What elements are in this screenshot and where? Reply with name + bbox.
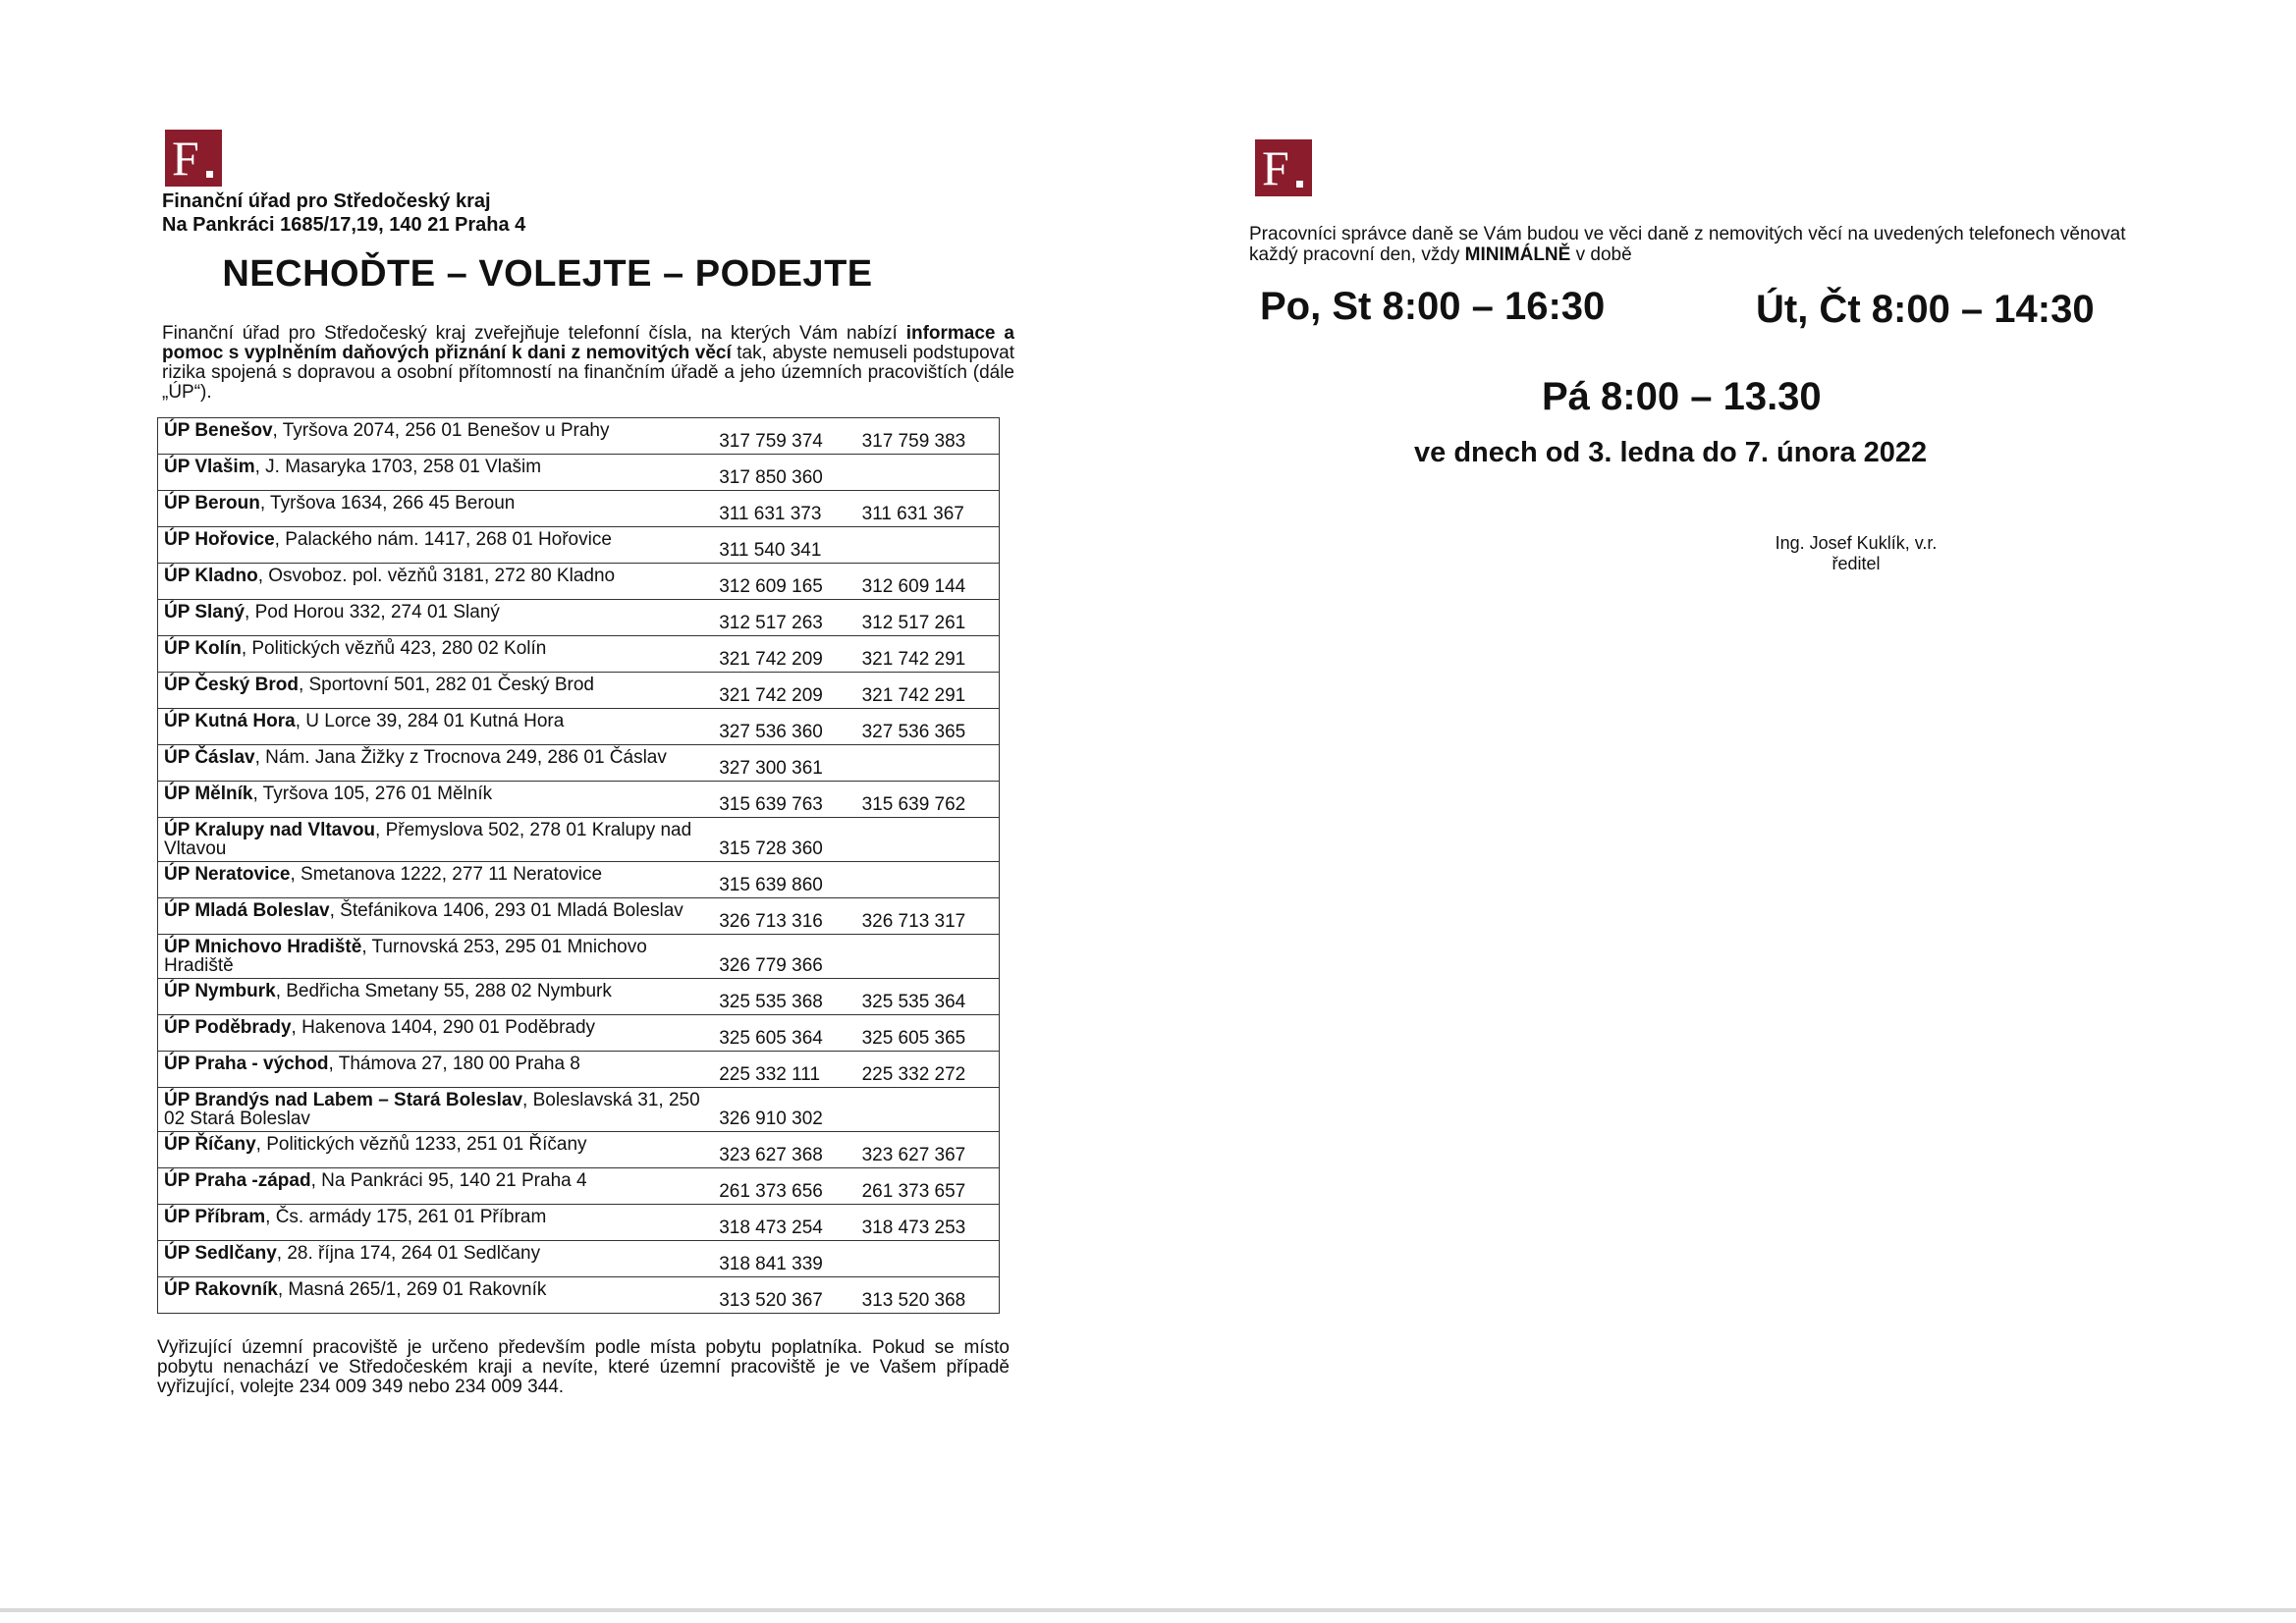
office-name: ÚP Praha -západ [164, 1170, 311, 1191]
office-name: ÚP Sedlčany [164, 1243, 277, 1264]
office-name: ÚP Vlašim [164, 457, 255, 477]
office-address: , Tyršova 1634, 266 45 Beroun [259, 493, 516, 514]
office-name: ÚP Brandýs nad Labem – Stará Boleslav [164, 1090, 523, 1110]
table-row [158, 782, 1000, 818]
office-phone-1: 325 535 368 [713, 979, 855, 1015]
table-row [158, 1088, 1000, 1132]
office-address: , Sportovní 501, 282 01 Český Brod [298, 675, 594, 695]
office-cell [158, 1168, 714, 1205]
table-row [158, 455, 1000, 491]
organization-name: Finanční úřad pro Středočeský kraj [162, 190, 491, 212]
office-name: ÚP Benešov [164, 420, 273, 441]
office-address: , 28. října 174, 264 01 Sedlčany [276, 1243, 541, 1264]
logo-letter-right: F [1262, 140, 1289, 195]
table-row [158, 1168, 1000, 1205]
office-address: , U Lorce 39, 284 01 Kutná Hora [295, 711, 565, 731]
table-row [158, 564, 1000, 600]
office-name: ÚP Čáslav [164, 747, 255, 768]
office-phone-1: 318 841 339 [713, 1241, 855, 1277]
office-address: , Boleslavská 31, 250 02 Stará Boleslav [164, 1090, 700, 1129]
office-address: , Tyršova 2074, 256 01 Benešov u Prahy [272, 420, 610, 441]
hours-intro-bold: MINIMÁLNĚ [1464, 244, 1571, 265]
office-name: ÚP Mladá Boleslav [164, 900, 330, 921]
office-phone-2 [856, 455, 1000, 491]
financni-urad-logo-right [1255, 139, 1312, 196]
office-address: , Pod Horou 332, 274 01 Slaný [245, 602, 500, 622]
office-phone-2 [856, 862, 1000, 898]
office-phone-2: 317 759 383 [856, 418, 1000, 455]
office-cell [158, 1052, 714, 1088]
office-phone-2: 312 609 144 [856, 564, 1000, 600]
logo-dot [206, 171, 213, 178]
office-cell [158, 782, 714, 818]
table-row [158, 818, 1000, 862]
office-name: ÚP Kralupy nad Vltavou [164, 820, 376, 840]
office-phone-2: 311 631 367 [856, 491, 1000, 527]
office-name: ÚP Mnichovo Hradiště [164, 937, 362, 957]
table-row [158, 527, 1000, 564]
office-cell [158, 418, 714, 455]
hours-intro-paragraph [1249, 224, 2133, 265]
office-cell [158, 564, 714, 600]
office-cell [158, 527, 714, 564]
office-cell [158, 491, 714, 527]
office-cell [158, 979, 714, 1015]
office-name: ÚP Mělník [164, 784, 253, 804]
table-row [158, 673, 1000, 709]
office-phone-1: 326 779 366 [713, 935, 855, 979]
office-name: ÚP Říčany [164, 1134, 256, 1155]
office-phone-1: 261 373 656 [713, 1168, 855, 1205]
organization-address: Na Pankráci 1685/17,19, 140 21 Praha 4 [162, 214, 526, 236]
table-row [158, 745, 1000, 782]
office-cell [158, 1132, 714, 1168]
table-row [158, 862, 1000, 898]
office-name: ÚP Kolín [164, 638, 242, 659]
office-address: , Thámova 27, 180 00 Praha 8 [328, 1054, 580, 1074]
office-cell [158, 636, 714, 673]
office-phone-1: 315 728 360 [713, 818, 855, 862]
office-name: ÚP Neratovice [164, 864, 291, 885]
office-cell [158, 1241, 714, 1277]
office-phone-2: 318 473 253 [856, 1205, 1000, 1241]
office-address: , Politických vězňů 1233, 251 01 Říčany [255, 1134, 587, 1155]
table-row [158, 1205, 1000, 1241]
office-cell [158, 1205, 714, 1241]
office-phone-2 [856, 1241, 1000, 1277]
office-address: , Hakenova 1404, 290 01 Poděbrady [291, 1017, 596, 1038]
hours-mon-wed: Po, St 8:00 – 16:30 [1260, 285, 1606, 328]
office-cell [158, 898, 714, 935]
organization-header [162, 189, 525, 237]
office-phone-2: 326 713 317 [856, 898, 1000, 935]
table-row [158, 1277, 1000, 1314]
intro-paragraph [162, 324, 1014, 403]
office-phone-1: 326 713 316 [713, 898, 855, 935]
office-phone-1: 312 609 165 [713, 564, 855, 600]
office-address: , Osvoboz. pol. vězňů 3181, 272 80 Kladno [257, 566, 616, 586]
office-address: , Politických vězňů 423, 280 02 Kolín [241, 638, 547, 659]
office-cell [158, 673, 714, 709]
office-phone-2: 325 535 364 [856, 979, 1000, 1015]
office-name: ÚP Kladno [164, 566, 258, 586]
hours-intro-text-1: Pracovníci správce daně se Vám budou ve věci daně z nemovitých věcí na uvedených telefonech věnovat každý pracovní den, vždy [1249, 224, 2126, 265]
office-address: , Masná 265/1, 269 01 Rakovník [277, 1279, 547, 1300]
signature-block [1768, 533, 1944, 574]
office-phone-2 [856, 527, 1000, 564]
office-phone-1: 317 850 360 [713, 455, 855, 491]
scan-edge-line [0, 1608, 2296, 1612]
table-row [158, 1132, 1000, 1168]
financni-urad-logo [165, 130, 222, 187]
table-row [158, 1241, 1000, 1277]
office-address: , Čs. armády 175, 261 01 Příbram [265, 1207, 547, 1227]
office-name: ÚP Praha - východ [164, 1054, 329, 1074]
hours-intro-text-2: v době [1570, 244, 1632, 265]
office-cell [158, 935, 714, 979]
office-phone-2 [856, 935, 1000, 979]
page-title: NECHOĎTE – VOLEJTE – PODEJTE [222, 253, 873, 295]
footnote-paragraph: Vyřizující územní pracoviště je určeno především podle místa pobytu poplatníka. Pokud se místo pobytu nenachází ve Středočeském kraji a nevíte, které územní pracoviště je ve Vašem případě vyřizující, volejte 234 009 349 nebo 234 009 344. [157, 1337, 1010, 1397]
office-address: , Tyršova 105, 276 01 Mělník [252, 784, 493, 804]
office-phone-1: 315 639 860 [713, 862, 855, 898]
office-name: ÚP Slaný [164, 602, 246, 622]
office-phone-1: 326 910 302 [713, 1088, 855, 1132]
office-phone-1: 318 473 254 [713, 1205, 855, 1241]
office-address: , J. Masaryka 1703, 258 01 Vlašim [254, 457, 542, 477]
office-name: ÚP Český Brod [164, 675, 299, 695]
table-row [158, 979, 1000, 1015]
office-cell [158, 862, 714, 898]
office-phone-1: 315 639 763 [713, 782, 855, 818]
office-address: , Přemyslova 502, 278 01 Kralupy nad Vltavou [164, 820, 692, 859]
office-name: ÚP Beroun [164, 493, 260, 514]
hours-fri: Pá 8:00 – 13.30 [1542, 375, 1822, 418]
office-address: , Štefánikova 1406, 293 01 Mladá Boleslav [329, 900, 683, 921]
office-name: ÚP Příbram [164, 1207, 266, 1227]
office-phone-2: 321 742 291 [856, 673, 1000, 709]
office-address: , Bedřicha Smetany 55, 288 02 Nymburk [275, 981, 612, 1001]
office-phone-2: 261 373 657 [856, 1168, 1000, 1205]
office-address: , Smetanova 1222, 277 11 Neratovice [290, 864, 603, 885]
office-phone-1: 325 605 364 [713, 1015, 855, 1052]
table-row [158, 709, 1000, 745]
table-row [158, 600, 1000, 636]
intro-text-bold: informace a pomoc s vyplněním daňových přiznání k dani z nemovitých věcí [162, 323, 1014, 363]
office-phone-1: 327 536 360 [713, 709, 855, 745]
logo-letter: F [172, 131, 199, 186]
table-row [158, 418, 1000, 455]
office-phone-1: 317 759 374 [713, 418, 855, 455]
office-phone-2: 315 639 762 [856, 782, 1000, 818]
office-cell [158, 455, 714, 491]
office-cell [158, 600, 714, 636]
offices-table [157, 417, 1000, 1314]
office-cell [158, 745, 714, 782]
intro-text-2: tak, abyste nemuseli podstupovat rizika spojená s dopravou a osobní přítomností na finančním úřadě a jeho územních pracovištích (dále „ÚP“). [162, 343, 1014, 403]
office-phone-2 [856, 818, 1000, 862]
office-name: ÚP Kutná Hora [164, 711, 296, 731]
table-row [158, 1052, 1000, 1088]
office-name: ÚP Poděbrady [164, 1017, 292, 1038]
office-address: , Turnovská 253, 295 01 Mnichovo Hradiště [164, 937, 647, 976]
office-phone-1: 323 627 368 [713, 1132, 855, 1168]
office-address: , Nám. Jana Žižky z Trocnova 249, 286 01 Čáslav [254, 747, 667, 768]
office-phone-1: 311 540 341 [713, 527, 855, 564]
office-phone-2: 225 332 272 [856, 1052, 1000, 1088]
office-cell [158, 818, 714, 862]
office-phone-2: 312 517 261 [856, 600, 1000, 636]
office-phone-1: 311 631 373 [713, 491, 855, 527]
office-cell [158, 1015, 714, 1052]
office-address: , Palackého nám. 1417, 268 01 Hořovice [274, 529, 612, 550]
office-phone-1: 313 520 367 [713, 1277, 855, 1314]
office-name: ÚP Rakovník [164, 1279, 278, 1300]
intro-text-1: Finanční úřad pro Středočeský kraj zveřejňuje telefonní čísla, na kterých Vám nabízí [162, 323, 906, 344]
office-cell [158, 1277, 714, 1314]
validity-period: ve dnech od 3. ledna do 7. února 2022 [1414, 437, 1928, 468]
signature-title: ředitel [1831, 554, 1881, 573]
office-cell [158, 1088, 714, 1132]
office-phone-2: 323 627 367 [856, 1132, 1000, 1168]
table-row [158, 1015, 1000, 1052]
table-row [158, 491, 1000, 527]
office-cell [158, 709, 714, 745]
office-name: ÚP Nymburk [164, 981, 276, 1001]
office-phone-1: 321 742 209 [713, 673, 855, 709]
table-row [158, 898, 1000, 935]
office-address: , Na Pankráci 95, 140 21 Praha 4 [310, 1170, 587, 1191]
office-phone-2 [856, 1088, 1000, 1132]
signature-name: Ing. Josef Kuklík, v.r. [1775, 533, 1938, 553]
office-phone-2: 325 605 365 [856, 1015, 1000, 1052]
office-phone-2 [856, 745, 1000, 782]
table-row [158, 636, 1000, 673]
office-phone-2: 313 520 368 [856, 1277, 1000, 1314]
office-name: ÚP Hořovice [164, 529, 275, 550]
office-phone-2: 327 536 365 [856, 709, 1000, 745]
office-phone-1: 312 517 263 [713, 600, 855, 636]
table-row [158, 935, 1000, 979]
logo-dot-right [1296, 181, 1303, 188]
office-phone-1: 327 300 361 [713, 745, 855, 782]
office-phone-2: 321 742 291 [856, 636, 1000, 673]
office-phone-1: 225 332 111 [713, 1052, 855, 1088]
office-phone-1: 321 742 209 [713, 636, 855, 673]
hours-tue-thu: Út, Čt 8:00 – 14:30 [1756, 288, 2095, 331]
